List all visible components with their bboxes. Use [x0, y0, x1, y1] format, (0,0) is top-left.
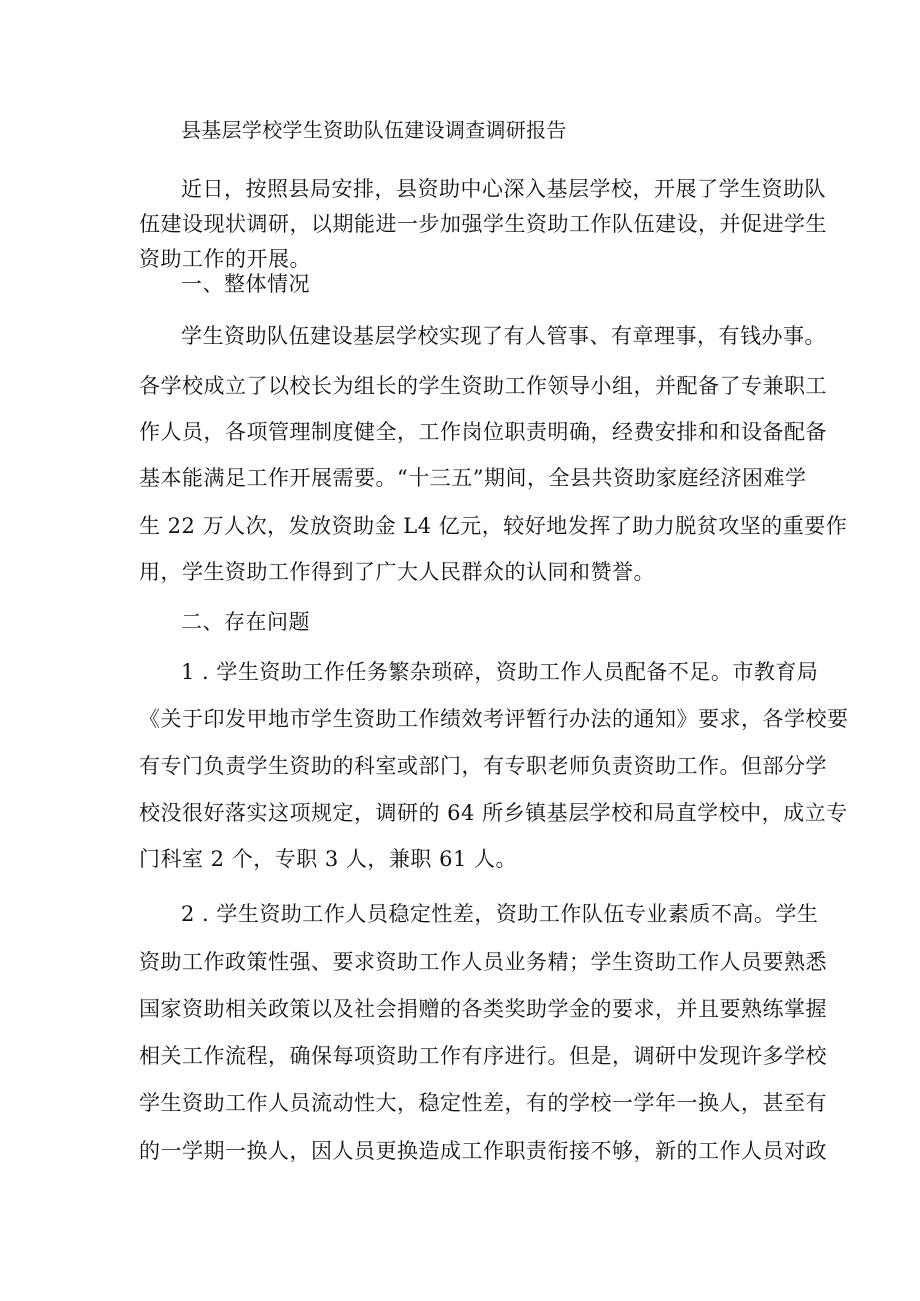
- intro-line-2: 伍建设现状调研，以期能进一步加强学生资助工作队伍建设，并促进学生: [139, 212, 827, 236]
- item2-line-2: 资助工作政策性强、要求资助工作人员业务精；学生资助工作人员要熟悉: [139, 950, 827, 974]
- item2-line-5: 学生资助工作人员流动性大，稳定性差，有的学校一学年一换人，甚至有: [139, 1091, 827, 1115]
- section2-heading: 二、存在问题: [181, 610, 310, 634]
- item1-line-2: 《关于印发甲地市学生资助工作绩效考评暂行办法的通知》要求，各学校要: [139, 707, 849, 731]
- item2-line-3: 国家资助相关政策以及社会捐赠的各类奖助学金的要求，并且要熟练掌握: [139, 997, 827, 1021]
- item2-line-4: 相关工作流程，确保每项资助工作有序进行。但是，调研中发现许多学校: [139, 1044, 827, 1068]
- section1-line-4: 基本能满足工作开展需要。“十三五”期间，全县共资助家庭经济困难学: [139, 466, 807, 490]
- section1-line-2: 各学校成立了以校长为组长的学生资助工作领导小组，并配备了专兼职工: [139, 374, 827, 398]
- section1-line-6: 用，学生资助工作得到了广大人民群众的认同和赞誉。: [139, 560, 655, 584]
- section1-heading: 一、整体情况: [181, 272, 310, 296]
- item1-line-5: 门科室 2 个，专职 3 人，兼职 61 人。: [139, 847, 517, 871]
- section1-line-5: 生 22 万人次，发放资助金 L4 亿元，较好地发挥了助力脱贫攻坚的重要作: [139, 514, 848, 538]
- item1-line-4: 校没很好落实这项规定，调研的 64 所乡镇基层学校和局直学校中，成立专: [139, 801, 848, 825]
- item2-line-6: 的一学期一换人，因人员更换造成工作职责衔接不够，新的工作人员对政: [139, 1139, 827, 1163]
- document-title: 县基层学校学生资助队伍建设调查调研报告: [181, 118, 567, 142]
- item2-line-1: 2 . 学生资助工作人员稳定性差，资助工作队伍专业素质不高。学生: [181, 902, 819, 926]
- item1-line-1: 1 . 学生资助工作任务繁杂琐碎，资助工作人员配备不足。市教育局: [181, 660, 819, 684]
- section1-line-3: 作人员，各项管理制度健全，工作岗位职责明确，经费安排和和设备配备: [139, 420, 827, 444]
- section1-line-1: 学生资助队伍建设基层学校实现了有人管事、有章理事，有钱办事。: [181, 324, 826, 348]
- intro-line-1: 近日，按照县局安排，县资助中心深入基层学校，开展了学生资助队: [181, 177, 826, 201]
- intro-line-3: 资助工作的开展。: [139, 247, 311, 271]
- item1-line-3: 有专门负责学生资助的科室或部门，有专职老师负责资助工作。但部分学: [139, 754, 827, 778]
